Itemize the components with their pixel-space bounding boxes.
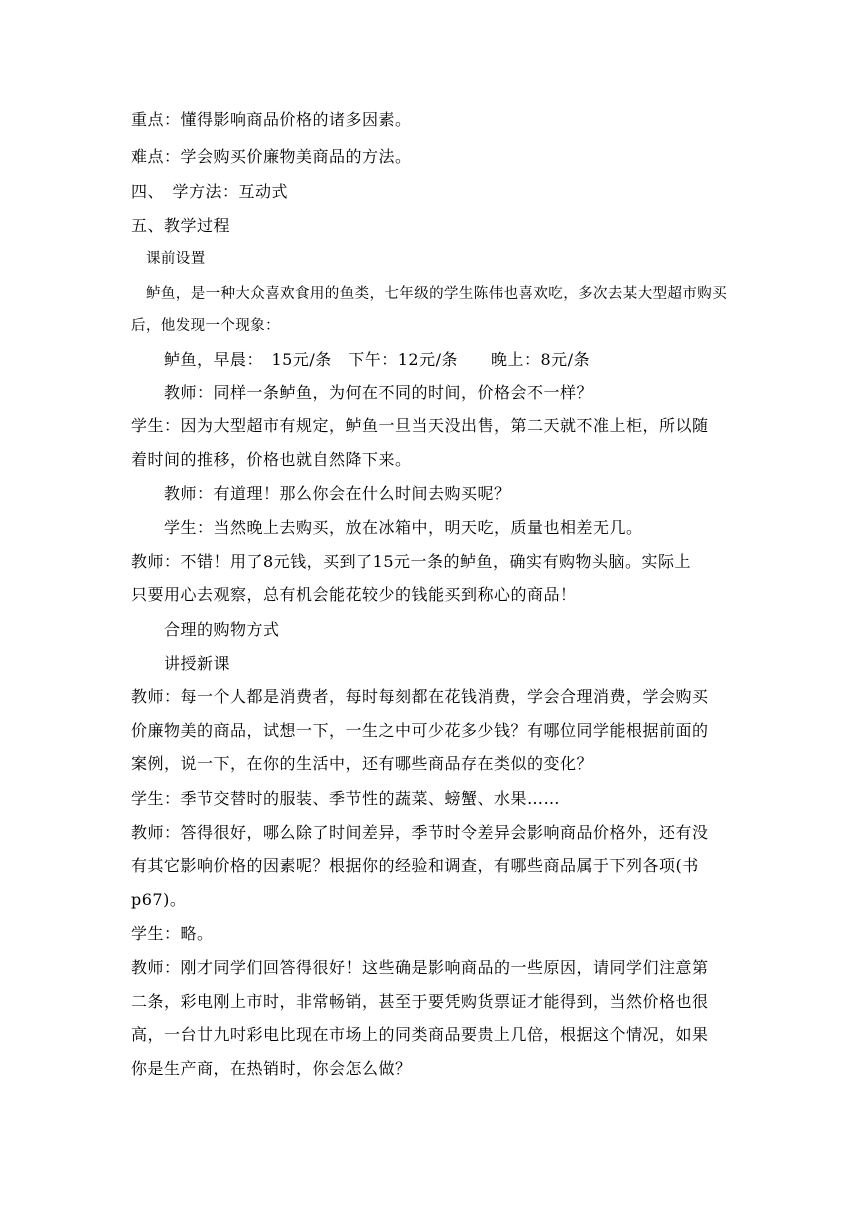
dialogue-line: 学生：因为大型超市有规定，鲈鱼一旦当天没出售，第二天就不准上柜，所以随 [131,416,709,435]
dialogue-line: 有其它影响价格的因素呢？根据你的经验和调查，有哪些商品属于下列各项(书 [131,856,699,875]
difficulty-line: 难点：学会购买价廉物美商品的方法。 [131,147,412,166]
section-five-heading: 五、教学过程 [131,216,231,235]
dialogue-line: 学生：略。 [131,924,214,943]
dialogue-line: 教师：答得很好，哪么除了时间差异，季节时令差异会影响商品价格外，还有没 [131,823,709,842]
dialogue-line: 案例，说一下，在你的生活中，还有哪些商品存在类似的变化？ [131,754,594,773]
dialogue-line: p67)。 [131,890,187,909]
paragraph-line: 后，他发现一个现象： [131,318,280,334]
price-line: 鲈鱼，早晨： 15元/条 下午：12元/条 晚上：8元/条 [164,350,591,369]
pre-class-heading: 课前设置 [146,251,206,267]
dialogue-line: 你是生产商，在热销时，你会怎么做？ [131,1059,412,1078]
dialogue-line: 二条，彩电刚上市时，非常畅销，甚至于要凭购货票证才能得到，当然价格也很 [131,992,709,1011]
subheading: 合理的购物方式 [164,620,280,639]
dialogue-line: 高，一台廿九吋彩电比现在市场上的同类商品要贵上几倍，根据这个情况，如果 [131,1025,709,1044]
dialogue-line: 着时间的推移，价格也就自然降下来。 [131,450,412,469]
dialogue-line: 教师：不错！用了8元钱，买到了15元一条的鲈鱼，确实有购物头脑。实际上 [131,552,692,571]
dialogue-line: 教师：同样一条鲈鱼，为何在不同的时间，价格会不一样？ [164,383,594,402]
dialogue-line: 学生：季节交替时的服装、季节性的蔬菜、螃蟹、水果…… [131,789,561,808]
key-point-line: 重点：懂得影响商品价格的诸多因素。 [131,110,412,129]
dialogue-line: 价廉物美的商品，试想一下，一生之中可少花多少钱？有哪位同学能根据前面的 [131,721,709,740]
paragraph-line: 鲈鱼，是一种大众喜欢食用的鱼类，七年级的学生陈伟也喜欢吃，多次去某大型超市购买 [146,286,728,302]
dialogue-line: 只要用心去观察，总有机会能花较少的钱能买到称心的商品！ [131,585,577,604]
section-four-heading: 四、 学方法：互动式 [131,182,289,201]
subheading: 讲授新课 [164,654,231,673]
dialogue-line: 教师：每一个人都是消费者，每时每刻都在花钱消费，学会合理消费，学会购买 [131,687,709,706]
dialogue-line: 教师：有道理！那么你会在什么时间去购买呢？ [164,484,511,503]
dialogue-line: 学生：当然晚上去购买，放在冰箱中，明天吃，质量也相差无几。 [164,518,643,537]
dialogue-line: 教师：刚才同学们回答得很好！这些确是影响商品的一些原因，请同学们注意第 [131,958,709,977]
